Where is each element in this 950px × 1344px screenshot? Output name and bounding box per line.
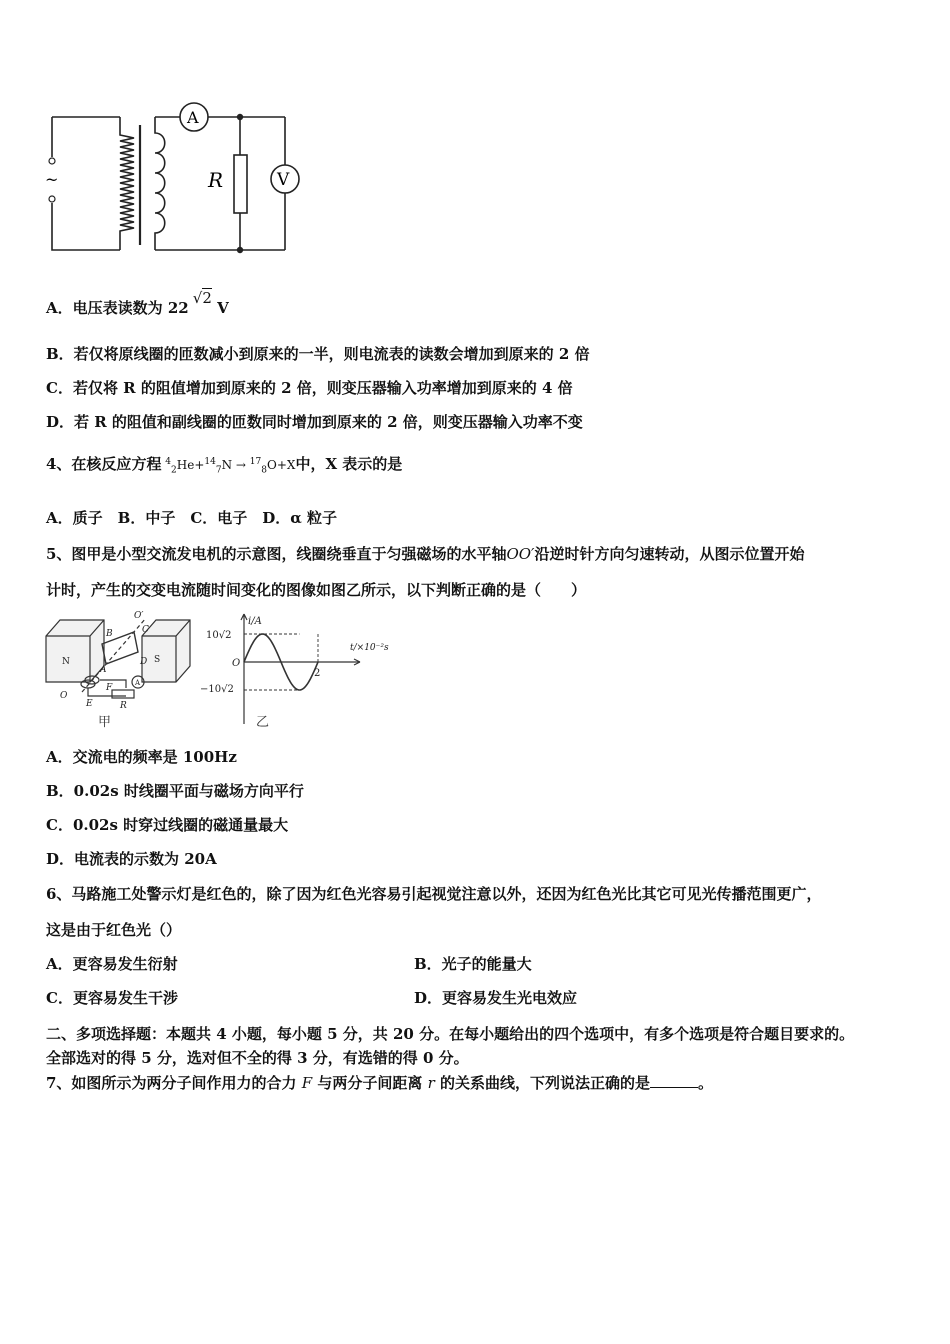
q5-stem1b: 沿逆时针方向匀速转动，从图示位置开始	[534, 545, 805, 563]
ammeter-label: A	[187, 108, 199, 127]
y-axis-label: i/A	[248, 616, 262, 627]
answer-blank[interactable]	[650, 1073, 698, 1088]
q7-stem-post: 的关系曲线，下列说法正确的是	[440, 1074, 651, 1092]
he: He	[176, 458, 195, 472]
nuclear-equation	[161, 457, 296, 476]
q7-var-f: F	[301, 1074, 313, 1092]
q4-stem-post: 中，X 表示的是	[295, 455, 403, 473]
sqrt-sign: √2	[192, 289, 212, 307]
q7-stem	[46, 1073, 713, 1093]
q5-axis: OO′	[506, 545, 535, 563]
n: N	[221, 458, 233, 472]
q6-option-d: D．更容易发生光电效应	[414, 989, 578, 1007]
q4-stem-pre: 4、在核反应方程	[46, 455, 162, 473]
q5-stem-line1	[46, 544, 804, 564]
ymax-tick-label: 10√2	[206, 630, 232, 641]
gen-label-b: B	[106, 629, 113, 639]
he-z: 2	[171, 465, 177, 476]
q4-options: A．质子 B．中子 C．电子 D．α 粒子	[46, 509, 338, 527]
gen-label-e: E	[86, 699, 93, 709]
arrow: →	[235, 458, 246, 472]
q7-stem-mid: 与两分子间距离	[317, 1074, 423, 1092]
plus-1: +	[194, 458, 205, 472]
gen-label-a: A	[100, 665, 107, 675]
q4-stem	[46, 452, 402, 480]
figure-caption-yi: 乙	[256, 715, 270, 730]
q5-stem1: 5、图甲是小型交流发电机的示意图，线圈绕垂直于匀强磁场的水平轴	[46, 545, 507, 563]
q7-end: 。	[698, 1074, 714, 1092]
x-axis-label: t/×10⁻²s	[350, 643, 389, 653]
section2-heading-line2: 全部选对的得 5 分，选对但不全的得 3 分，有选错的得 0 分。	[46, 1049, 469, 1067]
transformer-circuit-figure	[40, 95, 310, 260]
q7-var-r: r	[427, 1074, 435, 1092]
figure-caption-jia: 甲	[98, 715, 112, 730]
plus-x: +X	[276, 458, 296, 472]
gen-label-r: R	[120, 701, 127, 711]
he-mass: 4	[165, 457, 172, 467]
q5-option-b: B．0.02s 时线圈平面与磁场方向平行	[46, 782, 304, 800]
n-mass: 14	[204, 457, 216, 467]
generator-figure	[42, 606, 202, 731]
q3-option-b: B．若仅将原线圈的匝数减小到原来的一半，则电流表的读数会增加到原来的 2 倍	[46, 345, 590, 363]
q7-stem-pre: 7、如图所示为两分子间作用力的合力	[46, 1074, 297, 1092]
gen-label-o: O	[60, 691, 68, 701]
source-symbol: ~	[45, 170, 59, 189]
current-time-graph	[200, 606, 405, 731]
x-tick-2: 2	[314, 668, 321, 679]
q6-stem-line1: 6、马路施工处警示灯是红色的，除了因为红色光容易引起视觉注意以外，还因为红色光比其它可见光传播范围更广，	[46, 885, 822, 903]
q3-option-a	[46, 289, 229, 318]
origin-label: O	[232, 658, 241, 669]
q5-option-a: A．交流电的频率是 100Hz	[46, 748, 237, 766]
sqrt-radicand: 2	[202, 289, 212, 307]
ymin-tick-label: −10√2	[200, 684, 234, 695]
q5-option-c: C．0.02s 时穿过线圈的磁通量最大	[46, 816, 289, 834]
gen-label-d: D	[140, 657, 148, 667]
gen-label-o-prime: O′	[134, 611, 144, 621]
q3-option-c: C．若仅将 R 的阻值增加到原来的 2 倍，则变压器输入功率增加到原来的 4 倍	[46, 379, 573, 397]
gen-label-f: F	[106, 683, 113, 693]
voltmeter-label: V	[277, 170, 290, 190]
section2-heading-line1: 二、多项选择题：本题共 4 小题，每小题 5 分，共 20 分。在每小题给出的四个选项中，有多个选项是符合题目要求的。	[46, 1025, 855, 1043]
q6-option-c: C．更容易发生干涉	[46, 989, 178, 1007]
o: O	[266, 458, 277, 472]
gen-label-c: C	[142, 625, 149, 635]
gen-label-ammeter: A	[135, 679, 141, 687]
q3-option-a-unit: V	[217, 299, 229, 317]
q3-option-a-text: A．电压表读数为 22	[46, 299, 189, 317]
o-z: 8	[261, 465, 267, 476]
gen-label-n: N	[62, 657, 70, 667]
o-mass: 17	[249, 457, 262, 467]
q5-option-d: D．电流表的示数为 20A	[46, 850, 217, 868]
n-z: 7	[215, 465, 222, 476]
q6-stem-line2: 这是由于红色光（）	[46, 921, 182, 939]
gen-label-s: S	[154, 655, 161, 665]
q6-option-b: B．光子的能量大	[414, 955, 532, 973]
q5-stem-line2: 计时，产生的交变电流随时间变化的图像如图乙所示，以下判断正确的是（ ）	[46, 581, 587, 599]
q6-option-a: A．更容易发生衍射	[46, 955, 178, 973]
resistor-label: R	[208, 168, 224, 192]
q3-option-d: D．若 R 的阻值和副线圈的匝数同时增加到原来的 2 倍，则变压器输入功率不变	[46, 413, 583, 431]
